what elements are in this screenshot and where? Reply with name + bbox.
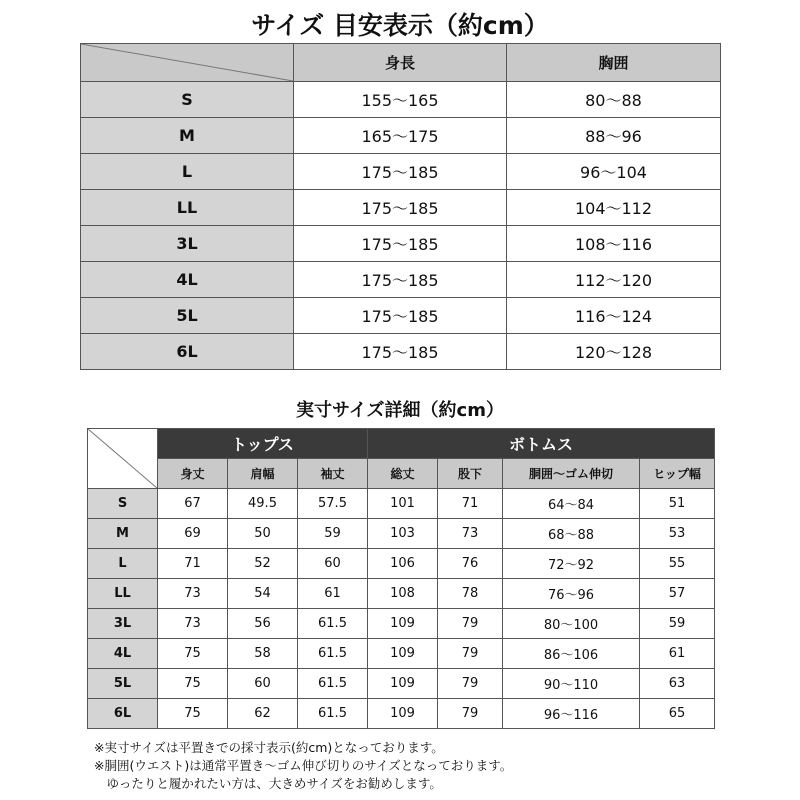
- chest-cell: 120〜128: [507, 334, 721, 370]
- header-total-length: 総丈: [368, 459, 438, 489]
- size-label: 4L: [81, 262, 294, 298]
- value-cell: 79: [438, 609, 503, 639]
- value-cell: 65: [640, 699, 715, 729]
- value-cell: 101: [368, 489, 438, 519]
- value-cell: 67: [158, 489, 228, 519]
- value-cell: 109: [368, 609, 438, 639]
- height-cell: 175〜185: [294, 334, 507, 370]
- table-row: [81, 298, 721, 334]
- size-label: 3L: [81, 226, 294, 262]
- header-waist: 胴囲〜ゴム伸切: [503, 459, 640, 489]
- footnotes: [94, 739, 512, 793]
- size-label: 5L: [88, 669, 158, 699]
- chest-cell: 88〜96: [507, 118, 721, 154]
- corner-cell: [81, 44, 294, 82]
- value-cell: 60: [298, 549, 368, 579]
- table-row: [88, 519, 715, 549]
- value-cell: 57.5: [298, 489, 368, 519]
- table-row: [81, 334, 721, 370]
- value-cell: 109: [368, 639, 438, 669]
- size-label: LL: [88, 579, 158, 609]
- value-cell: 86〜106: [503, 639, 640, 669]
- size-label: 5L: [81, 298, 294, 334]
- chest-cell: 96〜104: [507, 154, 721, 190]
- table-row: [81, 82, 721, 118]
- value-cell: 61: [640, 639, 715, 669]
- value-cell: 75: [158, 639, 228, 669]
- header-hip-width: ヒップ幅: [640, 459, 715, 489]
- value-cell: 63: [640, 669, 715, 699]
- value-cell: 79: [438, 639, 503, 669]
- value-cell: 79: [438, 699, 503, 729]
- height-cell: 175〜185: [294, 226, 507, 262]
- value-cell: 75: [158, 669, 228, 699]
- value-cell: 59: [640, 609, 715, 639]
- footnote: ※胴囲(ウエスト)は通常平置き〜ゴム伸び切りのサイズとなっております。: [94, 758, 513, 773]
- size-label: 3L: [88, 609, 158, 639]
- footnote: ゆったりと履かれたい方は、大きめサイズをお勧めします。: [94, 776, 442, 791]
- group-header-row: [88, 429, 715, 459]
- value-cell: 54: [228, 579, 298, 609]
- table-row: [81, 262, 721, 298]
- header-body-length: 身丈: [158, 459, 228, 489]
- size-label: LL: [81, 190, 294, 226]
- value-cell: 80〜100: [503, 609, 640, 639]
- size-label: S: [81, 82, 294, 118]
- chest-cell: 108〜116: [507, 226, 721, 262]
- value-cell: 51: [640, 489, 715, 519]
- height-cell: 175〜185: [294, 190, 507, 226]
- value-cell: 61.5: [298, 699, 368, 729]
- size-label: 6L: [88, 699, 158, 729]
- value-cell: 56: [228, 609, 298, 639]
- chest-cell: 116〜124: [507, 298, 721, 334]
- table-row: [88, 549, 715, 579]
- value-cell: 109: [368, 699, 438, 729]
- value-cell: 79: [438, 669, 503, 699]
- value-cell: 78: [438, 579, 503, 609]
- diagonal-line-icon: [81, 44, 293, 81]
- value-cell: 49.5: [228, 489, 298, 519]
- value-cell: 52: [228, 549, 298, 579]
- value-cell: 103: [368, 519, 438, 549]
- size-label: L: [81, 154, 294, 190]
- group-bottoms: ボトムス: [368, 429, 715, 459]
- measurement-detail-table: [87, 428, 715, 729]
- value-cell: 106: [368, 549, 438, 579]
- footnote: ※実寸サイズは平置きでの採寸表示(約cm)となっております。: [94, 740, 444, 755]
- value-cell: 75: [158, 699, 228, 729]
- value-cell: 53: [640, 519, 715, 549]
- column-header-row: [88, 459, 715, 489]
- measurement-detail-title: 実寸サイズ詳細（約cm）: [296, 400, 504, 421]
- size-label: S: [88, 489, 158, 519]
- table-header-row: [81, 44, 721, 82]
- value-cell: 57: [640, 579, 715, 609]
- size-label: M: [81, 118, 294, 154]
- value-cell: 108: [368, 579, 438, 609]
- size-label: 4L: [88, 639, 158, 669]
- value-cell: 60: [228, 669, 298, 699]
- table-row: [81, 226, 721, 262]
- value-cell: 62: [228, 699, 298, 729]
- table-row: [81, 154, 721, 190]
- size-guide-title: サイズ 目安表示（約cm）: [251, 11, 549, 40]
- header-chest: 胸囲: [507, 44, 721, 82]
- header-inseam: 股下: [438, 459, 503, 489]
- header-shoulder-width: 肩幅: [228, 459, 298, 489]
- value-cell: 109: [368, 669, 438, 699]
- table-row: [88, 609, 715, 639]
- value-cell: 59: [298, 519, 368, 549]
- diagonal-line-icon: [88, 429, 157, 488]
- value-cell: 58: [228, 639, 298, 669]
- table-row: [88, 489, 715, 519]
- chest-cell: 112〜120: [507, 262, 721, 298]
- value-cell: 68〜88: [503, 519, 640, 549]
- value-cell: 55: [640, 549, 715, 579]
- value-cell: 76: [438, 549, 503, 579]
- value-cell: 61: [298, 579, 368, 609]
- value-cell: 73: [158, 579, 228, 609]
- size-label: 6L: [81, 334, 294, 370]
- chest-cell: 104〜112: [507, 190, 721, 226]
- table-row: [88, 639, 715, 669]
- height-cell: 175〜185: [294, 298, 507, 334]
- value-cell: 96〜116: [503, 699, 640, 729]
- value-cell: 72〜92: [503, 549, 640, 579]
- chest-cell: 80〜88: [507, 82, 721, 118]
- table-row: [81, 118, 721, 154]
- value-cell: 71: [158, 549, 228, 579]
- group-tops: トップス: [158, 429, 368, 459]
- value-cell: 50: [228, 519, 298, 549]
- value-cell: 64〜84: [503, 489, 640, 519]
- value-cell: 73: [438, 519, 503, 549]
- table-row: [88, 579, 715, 609]
- header-height: 身長: [294, 44, 507, 82]
- value-cell: 69: [158, 519, 228, 549]
- value-cell: 61.5: [298, 669, 368, 699]
- size-guide-table: [80, 43, 721, 370]
- height-cell: 165〜175: [294, 118, 507, 154]
- value-cell: 76〜96: [503, 579, 640, 609]
- value-cell: 71: [438, 489, 503, 519]
- header-sleeve-length: 袖丈: [298, 459, 368, 489]
- size-label: L: [88, 549, 158, 579]
- value-cell: 90〜110: [503, 669, 640, 699]
- height-cell: 155〜165: [294, 82, 507, 118]
- table-row: [81, 190, 721, 226]
- size-label: M: [88, 519, 158, 549]
- table-row: [88, 669, 715, 699]
- height-cell: 175〜185: [294, 154, 507, 190]
- corner-cell: [88, 429, 158, 489]
- value-cell: 61.5: [298, 609, 368, 639]
- table-row: [88, 699, 715, 729]
- value-cell: 73: [158, 609, 228, 639]
- value-cell: 61.5: [298, 639, 368, 669]
- height-cell: 175〜185: [294, 262, 507, 298]
